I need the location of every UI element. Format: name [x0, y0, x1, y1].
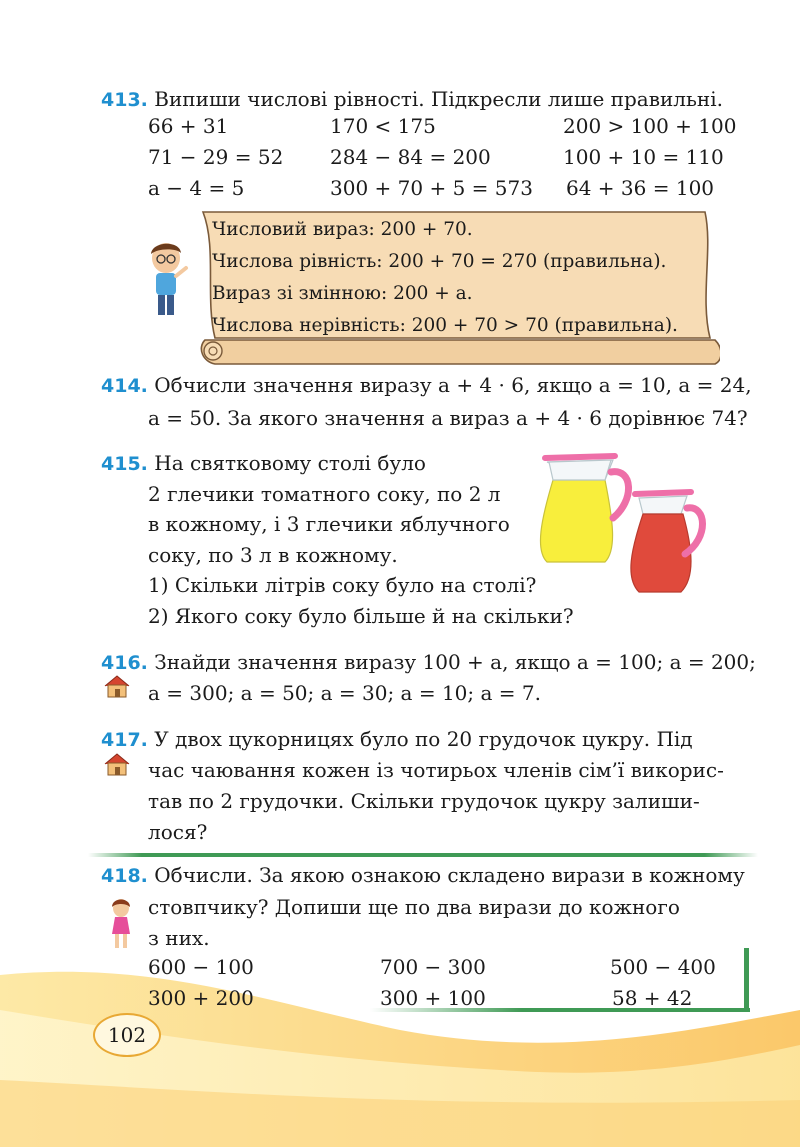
exercise-415-line-1 [101, 448, 426, 480]
exercise-418-text-3: з них. [148, 926, 210, 950]
ex413-r1c1: 66 + 31 [148, 114, 229, 138]
exercise-418-number: 418. [101, 865, 148, 887]
exercise-414-text-1: Обчисли значення виразу a + 4 · 6, якщо a = 10, a = 24, [154, 373, 752, 397]
ex413-r2c1: 71 − 29 = 52 [148, 145, 284, 169]
note-line-4: Числова нерівність: 200 + 70 > 70 (правильна). [212, 315, 678, 336]
exercise-417-line-1 [101, 724, 693, 756]
ex413-r2c3: 100 + 10 = 110 [563, 145, 724, 169]
exercise-415-text-1: На святковому столі було [154, 451, 426, 475]
exercise-417-text-1: У двох цукорницях було по 20 грудочок цукру. Під [154, 727, 693, 751]
ex418-r1c1: 600 − 100 [148, 955, 254, 979]
exercise-417-text-2: час чаювання кожен із чотирьох членів сім’ї викорис- [148, 758, 724, 782]
exercise-416-text-1: Знайди значення виразу 100 + a, якщо a = 100; a = 200; [154, 650, 756, 674]
exercise-414-number: 414. [101, 375, 148, 397]
exercise-416-text-2: a = 300; a = 50; a = 30; a = 10; a = 7. [148, 681, 541, 705]
ex418-r2c2: 300 + 100 [380, 986, 486, 1010]
ex413-r1c2: 170 < 175 [330, 114, 436, 138]
exercise-415-text-6: 2) Якого соку було більше й на скільки? [148, 604, 574, 628]
girl-character-illustration [106, 898, 136, 950]
exercise-417-text-4: лося? [148, 820, 208, 844]
homework-house-icon [103, 674, 131, 698]
juice-jugs-illustration [535, 450, 715, 600]
exercise-418-text-2: стовпчику? Допиши ще по два вирази до кожного [148, 895, 680, 919]
exercise-416-line-1 [101, 647, 756, 679]
exercise-413-number: 413. [101, 89, 148, 111]
exercise-417-text-3: тав по 2 грудочки. Скільки грудочок цукру залиши- [148, 789, 700, 813]
homework-house-icon [103, 752, 131, 776]
green-divider-top [88, 853, 758, 857]
ex418-r2c3: 58 + 42 [612, 986, 693, 1010]
exercise-415-text-4: соку, по 3 л в кожному. [148, 543, 398, 567]
exercise-414-line-1 [101, 370, 752, 402]
exercise-415-number: 415. [101, 453, 148, 475]
exercise-415-text-3: в кожному, і 3 глечики яблучного [148, 512, 510, 536]
ex413-r2c2: 284 − 84 = 200 [330, 145, 491, 169]
ex413-r1c3: 200 > 100 + 100 [563, 114, 737, 138]
note-line-2: Числова рівність: 200 + 70 = 270 (правильна). [212, 251, 667, 272]
exercise-416-number: 416. [101, 652, 148, 674]
exercise-415-text-5: 1) Скільки літрів соку було на столі? [148, 573, 537, 597]
green-divider-side [744, 948, 749, 1008]
page-number: 102 [93, 1013, 161, 1057]
ex413-r3c1: a − 4 = 5 [148, 176, 245, 200]
ex418-r1c3: 500 − 400 [610, 955, 716, 979]
exercise-415-text-2: 2 глечики томатного соку, по 2 л [148, 482, 501, 506]
note-line-3: Вираз зі змінною: 200 + a. [212, 283, 473, 304]
ex413-r3c3: 64 + 36 = 100 [566, 176, 715, 200]
note-line-1: Числовий вираз: 200 + 70. [212, 219, 473, 240]
exercise-413-header [101, 84, 723, 116]
boy-character-illustration [142, 240, 192, 320]
exercise-414-text-2: a = 50. За якого значення a вираз a + 4 · 6 дорівнює 74? [148, 406, 748, 430]
ex418-r1c2: 700 − 300 [380, 955, 486, 979]
exercise-417-number: 417. [101, 729, 148, 751]
ex418-r2c1: 300 + 200 [148, 986, 254, 1010]
ex413-r3c2: 300 + 70 + 5 = 573 [330, 176, 533, 200]
exercise-418-line-1 [101, 860, 745, 892]
exercise-418-text-1: Обчисли. За якою ознакою складено вирази в кожному [154, 863, 745, 887]
exercise-413-text: Випиши числові рівності. Підкресли лише правильні. [154, 87, 723, 111]
